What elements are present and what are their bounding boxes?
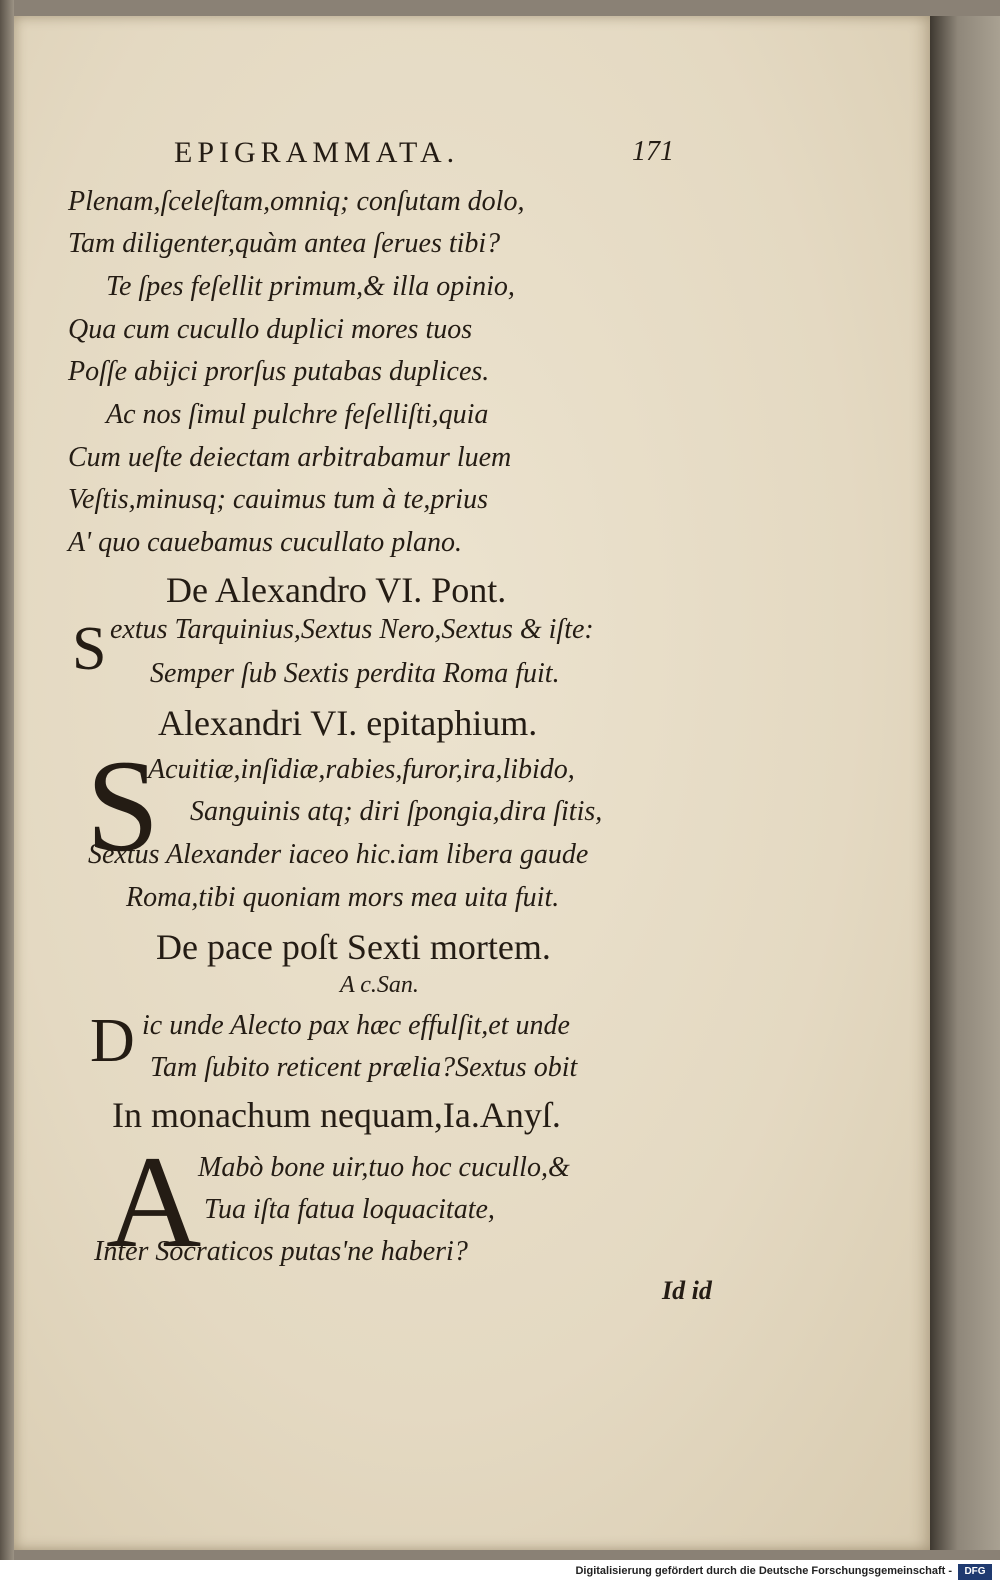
verse-line: Tam ſubito reticent prælia?Sextus obit: [150, 1052, 578, 1083]
verse-line: Veſtis,minusq; cauimus tum à te,prius: [68, 484, 488, 515]
drop-initial: D: [90, 1007, 135, 1075]
verse-line: ic unde Alecto pax hæc effulſit,et unde: [142, 1010, 570, 1041]
verse-line: Plenam,ſceleſtam,omniq; conſutam dolo,: [68, 186, 525, 217]
drop-initial: S: [72, 615, 107, 683]
section-title-alexandro: De Alexandro VI. Pont.: [166, 570, 507, 610]
verse-line: Te ſpes feſellit primum,& illa opinio,: [106, 271, 515, 302]
verse-line: Cum ueſte deiectam arbitrabamur luem: [68, 442, 512, 473]
verse-line: Roma,tibi quoniam mors mea uita fuit.: [126, 882, 560, 913]
verse-line: Sextus Alexander iaceo hic.iam libera gaude: [88, 839, 589, 870]
catchword: Id id: [662, 1276, 712, 1305]
verse-line: Poſſe abijci prorſus putabas duplices.: [68, 356, 490, 387]
verse-line: Sanguinis atq; diri ſpongia,dira ſitis,: [190, 796, 603, 827]
running-title: EPIGRAMMATA.: [174, 136, 460, 169]
section-title-in-monachum: In monachum nequam,Ia.Anyſ.: [112, 1095, 561, 1135]
verse-line: Ac nos ſimul pulchre feſelliſti,quia: [106, 399, 489, 430]
verse-line: A' quo cauebamus cucullato plano.: [68, 527, 463, 558]
digitization-footer: [0, 1560, 1000, 1586]
section-subtitle: A c.San.: [340, 972, 419, 998]
verse-line: Mabò bone uir,tuo hoc cucullo,&: [198, 1152, 570, 1183]
scan-left-edge: [0, 0, 14, 1586]
verse-line: Acuitiæ,inſidiæ,rabies,furor,ira,libido,: [148, 754, 575, 785]
verse-line: Inter Socraticos putas'ne haberi?: [94, 1236, 468, 1267]
drop-initial: A: [106, 1128, 202, 1275]
section-title-epitaphium: Alexandri VI. epitaphium.: [158, 703, 538, 743]
book-page: [14, 16, 930, 1550]
footer-credit: Digitalisierung gefördert durch die Deutsche Forschungsgemeinschaft -: [575, 1565, 952, 1577]
verse-line: Tam diligenter,quàm antea ſerues tibi?: [68, 228, 501, 259]
section-title-de-pace: De pace poſt Sexti mortem.: [156, 927, 551, 967]
page-number: 171: [632, 136, 674, 167]
dfg-logo-icon: DFG: [958, 1564, 992, 1580]
drop-initial: S: [86, 732, 160, 879]
scan-right-edge: [930, 16, 1000, 1550]
verse-line: extus Tarquinius,Sextus Nero,Sextus & iſte:: [110, 614, 594, 645]
verse-line: Semper ſub Sextis perdita Roma fuit.: [150, 658, 560, 689]
verse-line: Tua iſta fatua loquacitate,: [204, 1194, 495, 1225]
verse-line: Qua cum cucullo duplici mores tuos: [68, 314, 473, 345]
